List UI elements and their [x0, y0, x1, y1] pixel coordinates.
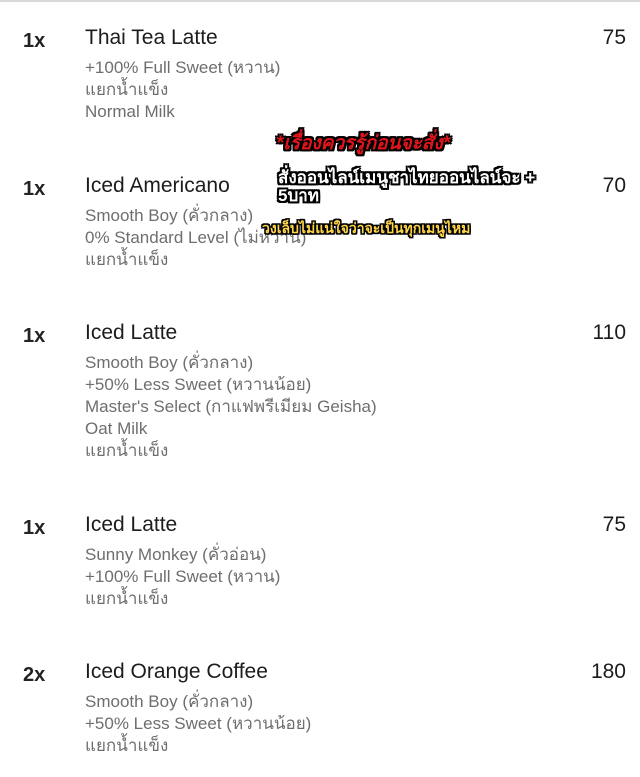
- item-quantity: 1x: [23, 517, 46, 539]
- item-price: 75: [602, 26, 626, 49]
- item-name: Iced Americano: [85, 174, 230, 197]
- item-name: Iced Orange Coffee: [85, 660, 268, 683]
- item-option: แยกน้ำแข็ง: [85, 736, 169, 755]
- item-options: [85, 691, 311, 757]
- item-quantity: 1x: [23, 325, 46, 347]
- item-options: [85, 352, 377, 462]
- annotation-subnote: วงเล็บไม่แน่ใจว่าจะเป็นทุกเมนูไหม: [262, 220, 471, 236]
- item-price: 70: [602, 174, 626, 197]
- item-option: 0% Standard Level (ไม่หวาน): [85, 228, 307, 247]
- item-option: Smooth Boy (คั่วกลาง): [85, 692, 254, 711]
- item-option: แยกน้ำแข็ง: [85, 250, 169, 269]
- item-option: +50% Less Sweet (หวานน้อย): [85, 375, 312, 394]
- item-option: Master's Select (กาแฟพรีเมียม Geisha): [85, 397, 377, 416]
- item-option: Normal Milk: [85, 102, 175, 121]
- item-option: Smooth Boy (คั่วกลาง): [85, 206, 254, 225]
- item-price: 180: [590, 660, 626, 683]
- item-option: +50% Less Sweet (หวานน้อย): [85, 714, 312, 733]
- item-option: Smooth Boy (คั่วกลาง): [85, 353, 254, 372]
- top-divider: [0, 0, 640, 2]
- item-option: แยกน้ำแข็ง: [85, 589, 169, 608]
- item-quantity: 2x: [23, 664, 46, 686]
- item-option: +100% Full Sweet (หวาน): [85, 567, 281, 586]
- item-name: Iced Latte: [85, 513, 178, 536]
- item-option: แยกน้ำแข็ง: [85, 441, 169, 460]
- item-quantity: 1x: [23, 178, 46, 200]
- item-options: [85, 205, 306, 271]
- item-option: Sunny Monkey (คั่วอ่อน): [85, 545, 267, 564]
- item-price: 75: [602, 513, 626, 536]
- item-price: 110: [592, 321, 626, 344]
- annotation-title: *เรื่องควรรู้ก่อนจะสั่ง*: [276, 133, 451, 154]
- item-options: [85, 544, 280, 610]
- item-option: แยกน้ำแข็ง: [85, 80, 169, 99]
- item-option: +100% Full Sweet (หวาน): [85, 58, 281, 77]
- item-option: Oat Milk: [85, 419, 148, 438]
- item-quantity: 1x: [23, 30, 46, 52]
- item-options: [85, 57, 280, 123]
- item-name: Iced Latte: [85, 321, 178, 344]
- annotation-note: สั่งออนไลน์เมนูชาไทยออนไลน์จะ + 5บาท: [278, 168, 536, 205]
- item-name: Thai Tea Latte: [85, 26, 218, 49]
